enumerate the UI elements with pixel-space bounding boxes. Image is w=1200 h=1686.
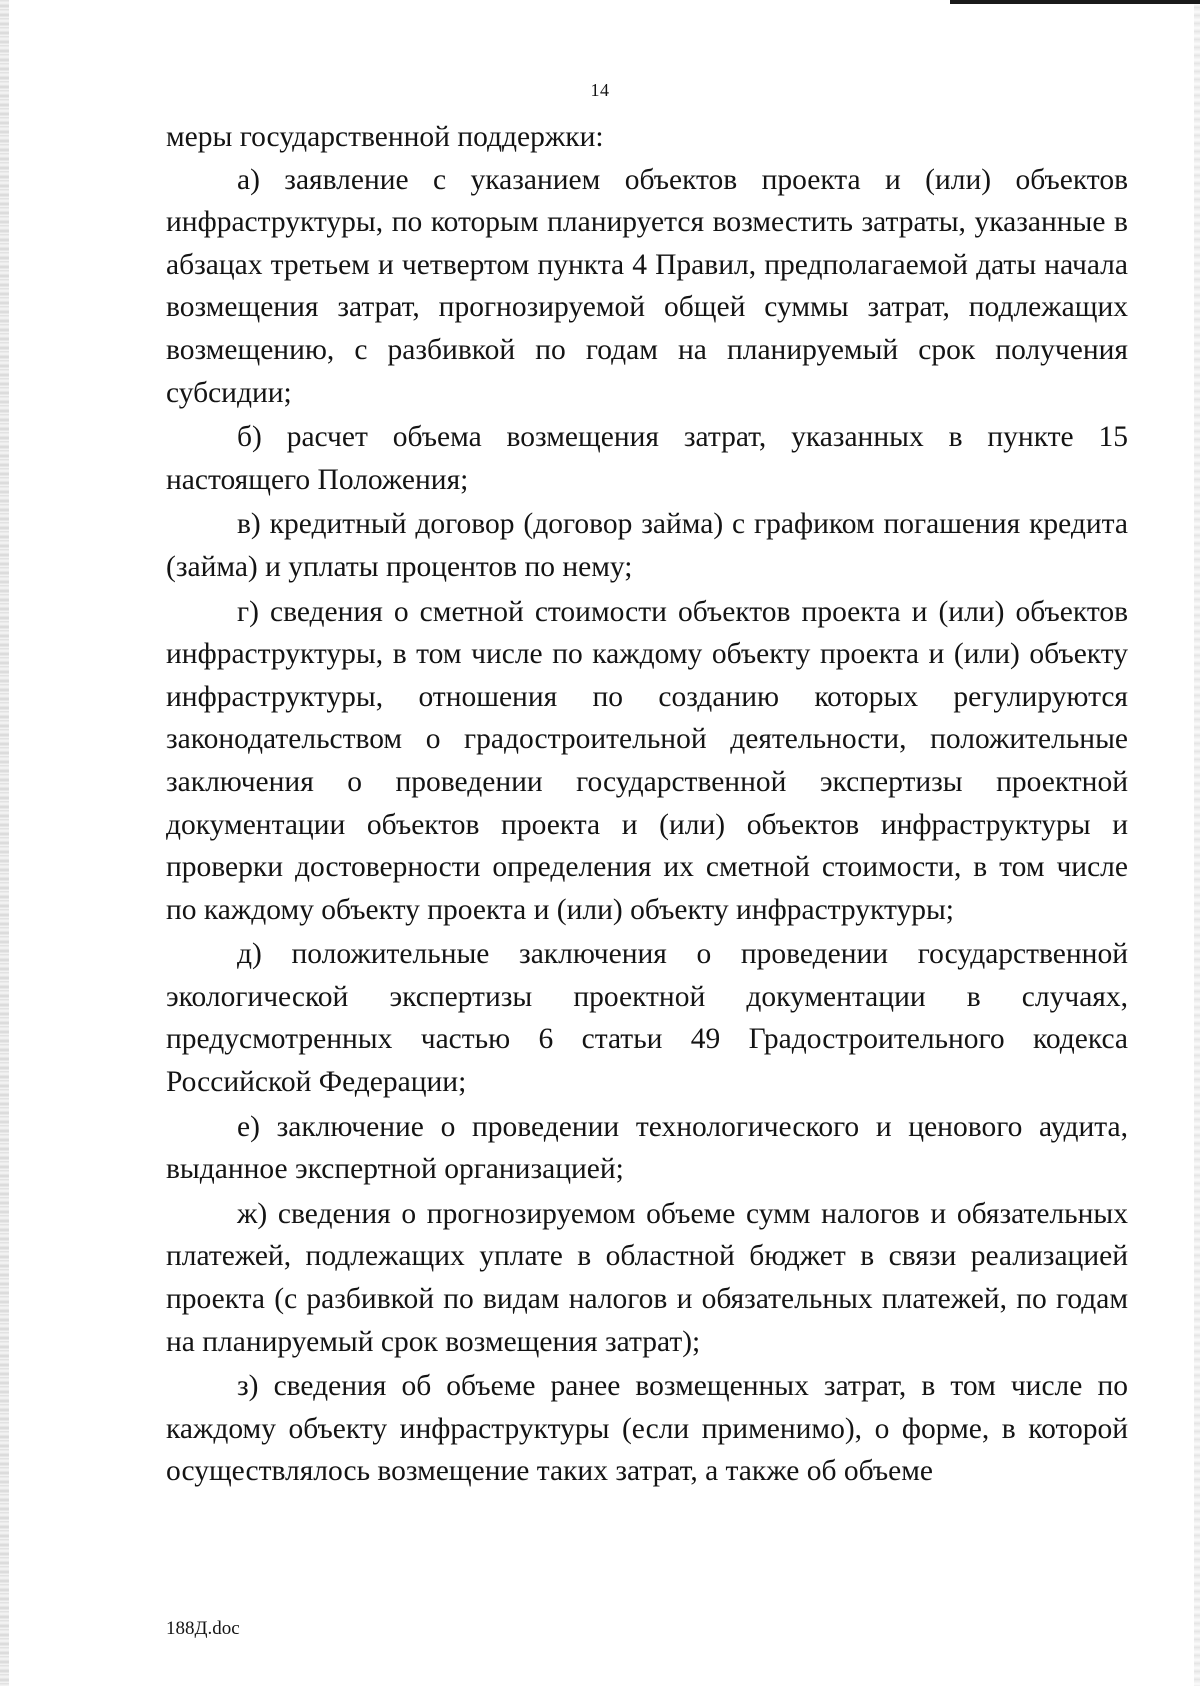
page-number: 14 — [590, 80, 610, 100]
paragraph-item-z: з) сведения об объеме ранее возмещенных затрат, в том числе по каждому объекту инфраструктуры (если применимо), о форме, в которой осуществлялось возмещение таких затрат, а также об объеме — [166, 1370, 1128, 1488]
scan-top-rule — [950, 0, 1200, 4]
paragraph-item-v: в) кредитный договор (договор займа) с графиком погашения кредита (займа) и уплаты процентов по нему; — [166, 508, 1128, 583]
document-body — [166, 116, 1128, 1493]
paragraph-item-e: е) заключение о проведении технологического и ценового аудита, выданное экспертной организацией; — [166, 1110, 1128, 1186]
paragraph-item-d: д) положительные заключения о проведении государственной экологической экспертизы проектной документации в случаях, предусмотренных частью 6 статьи 49 Градостроительного кодекса Российской Федерации; — [166, 938, 1128, 1099]
scan-left-edge — [0, 0, 9, 1686]
paragraph-item-g: г) сведения о сметной стоимости объектов проекта и (или) объектов инфраструктуры, в том числе по каждому объекту проекта и (или) объекту инфраструктуры, отношения по созданию которых регулируются законодательством о градостроительной деятельности, положительные заключения о проведении государственной экспертизы проектной документации объектов проекта и (или) объектов инфраструктуры и проверки достоверности определения их сметной стоимости, в том числе по каждому объекту проекта и (или) объекту инфраструктуры; — [166, 595, 1128, 926]
paragraph-continuation: меры государственной поддержки: — [166, 121, 604, 153]
paragraph-item-zh: ж) сведения о прогнозируемом объеме сумм налогов и обязательных платежей, подлежащих уплате в областной бюджет в связи реализацией проекта (с разбивкой по видам налогов и обязательных платежей, по годам на планируемый срок возмещения затрат); — [166, 1197, 1128, 1358]
paragraph-item-a: а) заявление с указанием объектов проекта и (или) объектов инфраструктуры, по которым планируется возместить затраты, указанные в абзацах третьем и четвертом пункта 4 Правил, предполагаемой даты начала возмещения затрат, прогнозируемой общей суммы затрат, подлежащих возмещению, с разбивкой по годам на планируемый срок получения субсидии; — [166, 163, 1128, 409]
scan-right-edge — [1194, 0, 1200, 1686]
footer-filename: 188Д.doc — [166, 1618, 240, 1639]
paragraph-item-b: б) расчет объема возмещения затрат, указанных в пункте 15 настоящего Положения; — [166, 421, 1128, 496]
